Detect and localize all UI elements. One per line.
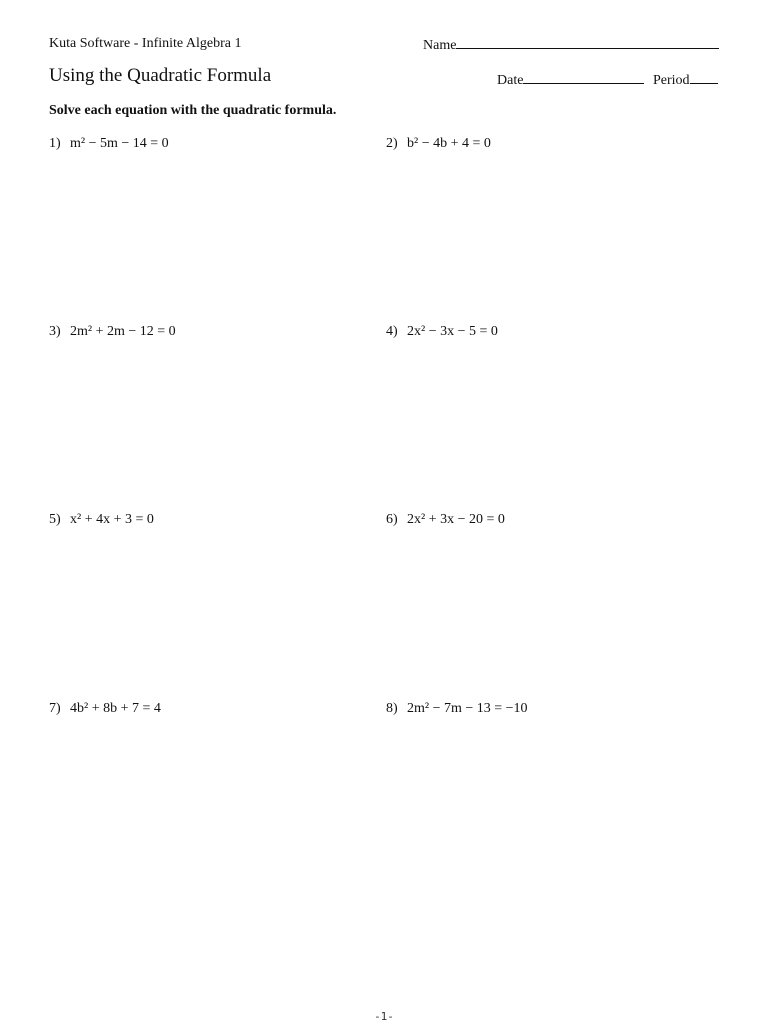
- problem-number: 2): [386, 136, 398, 151]
- problem-4: [386, 324, 498, 340]
- problem-1: [49, 136, 169, 152]
- page-number: -1-: [374, 1010, 394, 1023]
- problem-equation: 2m² − 7m − 13 = −10: [407, 701, 528, 716]
- name-label: Name: [423, 38, 457, 53]
- problem-equation: 2x² + 3x − 20 = 0: [407, 512, 505, 527]
- problem-equation: 2m² + 2m − 12 = 0: [70, 324, 176, 339]
- name-field[interactable]: [423, 36, 719, 54]
- period-label: Period: [653, 73, 690, 88]
- problem-6: [386, 512, 505, 528]
- problem-8: [386, 701, 528, 717]
- problem-equation: 2x² − 3x − 5 = 0: [407, 324, 498, 339]
- worksheet-title: Using the Quadratic Formula: [49, 65, 272, 86]
- publisher-text: Kuta Software - Infinite Algebra 1: [49, 36, 242, 51]
- problem-2: [386, 136, 491, 152]
- problem-number: 5): [49, 512, 61, 527]
- date-field[interactable]: [497, 71, 644, 89]
- problem-number: 4): [386, 324, 398, 339]
- period-field[interactable]: [653, 71, 718, 89]
- problem-number: 8): [386, 701, 398, 716]
- problem-equation: x² + 4x + 3 = 0: [70, 512, 154, 527]
- instructions: Solve each equation with the quadratic formula.: [49, 103, 337, 118]
- problem-equation: b² − 4b + 4 = 0: [407, 136, 491, 151]
- problem-7: [49, 701, 161, 717]
- name-blank-line[interactable]: [456, 36, 719, 49]
- problem-equation: m² − 5m − 14 = 0: [70, 136, 169, 151]
- date-blank-line[interactable]: [523, 71, 644, 84]
- problem-number: 7): [49, 701, 61, 716]
- problem-number: 6): [386, 512, 398, 527]
- problem-number: 3): [49, 324, 61, 339]
- problem-5: [49, 512, 154, 528]
- problem-equation: 4b² + 8b + 7 = 4: [70, 701, 161, 716]
- date-label: Date: [497, 73, 524, 88]
- problem-3: [49, 324, 176, 340]
- problem-number: 1): [49, 136, 61, 151]
- period-blank-line[interactable]: [690, 71, 718, 84]
